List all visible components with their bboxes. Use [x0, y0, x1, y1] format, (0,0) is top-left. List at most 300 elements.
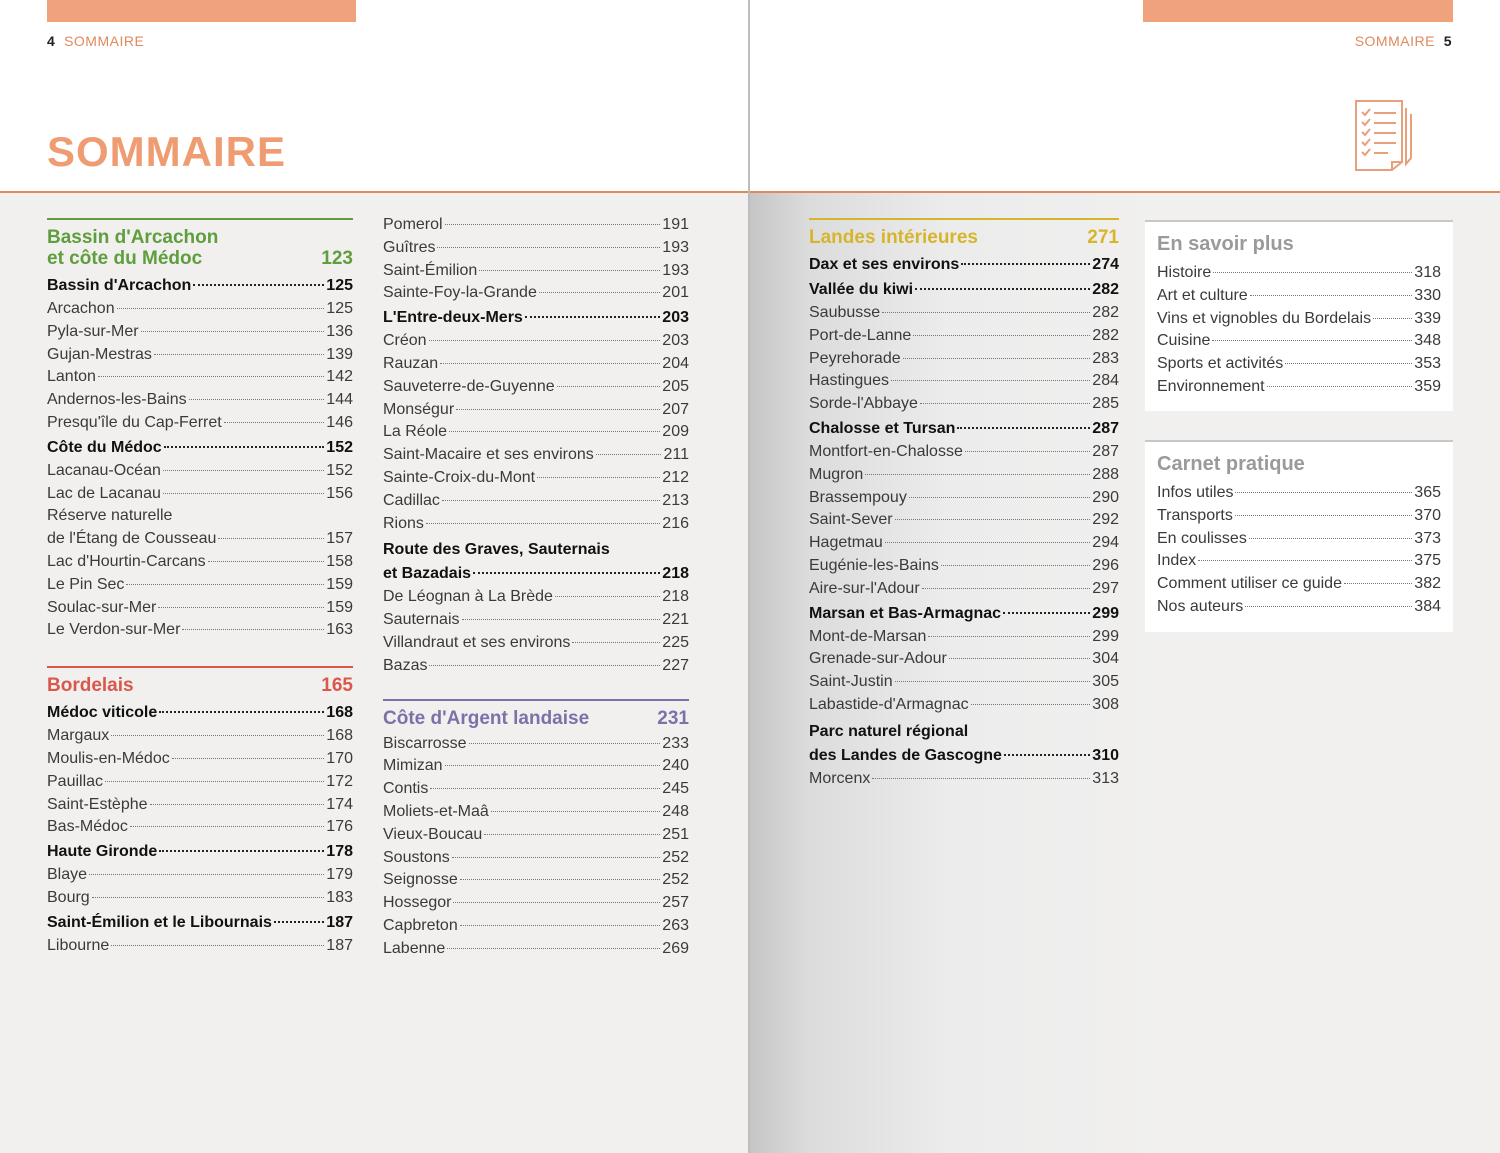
toc-entry-label: Saubusse [809, 304, 881, 321]
dot-leader [555, 596, 660, 597]
toc-entry-label: Le Verdon-sur-Mer [47, 621, 181, 639]
toc-entry[interactable] [47, 619, 353, 642]
dot-leader [126, 584, 324, 585]
checklist-document-icon [1353, 98, 1415, 172]
toc-entry-label: Sorde-l'Abbaye [809, 395, 918, 413]
toc-entry[interactable] [809, 626, 1119, 649]
toc-entry[interactable] [47, 935, 353, 958]
toc-entry[interactable] [47, 505, 353, 528]
dot-leader [449, 431, 660, 432]
toc-entry[interactable] [383, 353, 689, 376]
section-header-bordelais[interactable] [47, 666, 353, 696]
page-tab [47, 0, 356, 22]
toc-entry-page: 240 [662, 757, 689, 775]
toc-entry-page: 297 [1092, 579, 1119, 597]
dot-leader [117, 308, 325, 309]
toc-entry-page: 207 [662, 400, 689, 418]
toc-entry[interactable] [809, 325, 1119, 348]
toc-entry-page: 159 [326, 575, 353, 593]
toc-entry[interactable] [47, 771, 353, 794]
dot-leader [442, 500, 660, 501]
section-header-bassin[interactable] [47, 218, 353, 269]
dot-leader [447, 948, 660, 949]
toc-entry-label: Pauillac [47, 772, 104, 790]
toc-entry-label: Seignosse [383, 871, 458, 889]
toc-column-3 [809, 218, 1119, 791]
toc-entry-label: Gujan-Mestras [47, 345, 152, 363]
toc-entry-heading[interactable]: Route des Graves, Sauternais [383, 541, 610, 559]
toc-entry[interactable] [809, 252, 1119, 277]
running-head [1355, 33, 1452, 49]
toc-entry-label: La Réole [383, 423, 448, 441]
toc-entry-page: 252 [662, 871, 689, 889]
dot-leader [92, 897, 325, 898]
dot-leader [164, 446, 325, 448]
toc-list [47, 273, 353, 642]
toc-entry[interactable] [47, 389, 353, 412]
dot-leader [872, 778, 1090, 779]
toc-entry-page: 170 [326, 749, 353, 767]
dot-leader [208, 561, 325, 562]
toc-entry[interactable] [1157, 573, 1441, 596]
toc-entry-page: 287 [1092, 419, 1119, 437]
toc-entry-page: 375 [1414, 552, 1441, 570]
toc-entry[interactable] [383, 214, 689, 237]
toc-entry[interactable] [809, 441, 1119, 464]
toc-entry-label: Médoc viticole [47, 704, 158, 722]
dot-leader [903, 358, 1091, 359]
toc-entry[interactable] [47, 412, 353, 435]
toc-column-2 [383, 214, 689, 961]
dot-leader [440, 363, 660, 364]
toc-entry[interactable] [1157, 330, 1441, 353]
toc-entry-page: 136 [326, 322, 353, 340]
dot-leader [430, 788, 660, 789]
dot-leader [189, 399, 325, 400]
toc-entry-page: 282 [1092, 326, 1119, 344]
dot-leader [1249, 538, 1412, 539]
toc-entry[interactable] [1157, 285, 1441, 308]
toc-entry-label: Hagetmau [809, 534, 883, 552]
section-header-landes[interactable] [809, 218, 1119, 248]
dot-leader [1003, 612, 1090, 614]
toc-entry[interactable] [383, 282, 689, 305]
toc-entry-label: Rions [383, 514, 424, 532]
toc-entry-label: Presqu'île du Cap-Ferret [47, 413, 222, 431]
dot-leader [150, 804, 325, 805]
toc-entry[interactable] [383, 399, 689, 422]
toc-entry[interactable] [383, 655, 689, 678]
toc-list [1157, 482, 1441, 619]
toc-entry-label: Nos auteurs [1157, 597, 1244, 615]
dot-leader [961, 263, 1090, 265]
toc-entry-label: Mont-de-Marsan [809, 627, 927, 645]
toc-entry-label: Port-de-Lanne [809, 326, 912, 344]
running-head [47, 33, 144, 49]
dot-leader [172, 758, 325, 759]
toc-entry-page: 263 [662, 916, 689, 934]
toc-entry[interactable] [383, 490, 689, 513]
toc-entry[interactable] [383, 260, 689, 283]
dot-leader [915, 288, 1090, 290]
toc-entry[interactable] [809, 464, 1119, 487]
toc-entry-page: 227 [662, 656, 689, 674]
toc-entry[interactable] [47, 483, 353, 506]
toc-entry[interactable] [1157, 550, 1441, 573]
dot-leader [460, 925, 661, 926]
dot-leader [1344, 583, 1412, 584]
toc-entry-label: Chalosse et Tursan [809, 419, 956, 437]
toc-entry-label: Dax et ses environs [809, 256, 960, 273]
toc-entry-label: Hossegor [383, 894, 452, 912]
toc-entry[interactable] [47, 597, 353, 620]
toc-entry-label: Morcenx [809, 769, 871, 787]
page-number: 4 [47, 33, 56, 49]
dot-leader [445, 224, 661, 225]
toc-entry-page: 290 [1092, 488, 1119, 506]
toc-entry-page: 252 [662, 848, 689, 866]
toc-entry-page: 308 [1092, 695, 1119, 713]
toc-entry-label: Pyla-sur-Mer [47, 322, 139, 340]
toc-entry-page: 339 [1414, 309, 1441, 327]
toc-entry-page: 257 [662, 894, 689, 912]
dot-leader [98, 376, 324, 377]
toc-entry[interactable] [383, 869, 689, 892]
toc-entry-page: 152 [326, 438, 353, 456]
toc-entry[interactable] [47, 435, 353, 460]
toc-entry[interactable] [809, 578, 1119, 601]
toc-entry[interactable] [1157, 482, 1441, 505]
dot-leader [885, 542, 1090, 543]
toc-list [1157, 262, 1441, 399]
toc-entry-page: 142 [326, 368, 353, 386]
section-header-cote-argent[interactable] [383, 699, 689, 729]
toc-entry[interactable] [809, 370, 1119, 393]
toc-entry-page: 201 [662, 284, 689, 302]
toc-entry-page: 178 [326, 843, 353, 861]
toc-entry[interactable] [809, 694, 1119, 717]
toc-entry-page: 282 [1092, 281, 1119, 298]
dot-leader [557, 386, 661, 387]
dot-leader [473, 572, 660, 574]
toc-entry[interactable] [809, 768, 1119, 791]
toc-entry-label: Moulis-en-Médoc [47, 749, 170, 767]
toc-entry[interactable] [383, 561, 689, 586]
toc-entry-page: 125 [326, 300, 353, 317]
toc-entry[interactable] [809, 601, 1119, 626]
toc-entry[interactable] [809, 648, 1119, 671]
toc-entry[interactable] [809, 487, 1119, 510]
toc-entry[interactable] [47, 864, 353, 887]
toc-entry-page: 359 [1414, 377, 1441, 395]
toc-entry[interactable] [47, 910, 353, 935]
dot-leader [1267, 386, 1413, 387]
toc-entry-page: 168 [326, 704, 353, 722]
dot-leader [462, 619, 661, 620]
toc-entry[interactable] [383, 938, 689, 961]
toc-entry-page: 172 [326, 772, 353, 790]
toc-entry[interactable] [809, 277, 1119, 302]
toc-entry-page: 382 [1414, 575, 1441, 593]
toc-entry[interactable] [383, 847, 689, 870]
toc-entry-page: 274 [1092, 256, 1119, 273]
toc-entry[interactable] [383, 824, 689, 847]
toc-entry-label: Histoire [1157, 264, 1212, 281]
toc-entry[interactable] [383, 801, 689, 824]
toc-entry-label: Vins et vignobles du Bordelais [1157, 309, 1372, 327]
toc-entry-page: 285 [1092, 395, 1119, 413]
dot-leader [274, 921, 324, 923]
toc-entry[interactable] [383, 467, 689, 490]
running-head-text: SOMMAIRE [64, 33, 145, 49]
box-title: Carnet pratique [1157, 453, 1305, 475]
toc-entry-label: Peyrehorade [809, 349, 901, 367]
toc-entry[interactable] [47, 794, 353, 817]
toc-entry[interactable] [383, 376, 689, 399]
toc-entry-label: Eugénie-les-Bains [809, 556, 939, 574]
toc-entry-page: 179 [326, 866, 353, 884]
toc-entry[interactable] [47, 460, 353, 483]
toc-entry-label: Sauveterre-de-Guyenne [383, 377, 555, 395]
toc-entry[interactable] [47, 816, 353, 839]
toc-entry-page: 245 [662, 780, 689, 798]
toc-entry-label: Côte du Médoc [47, 438, 162, 456]
dot-leader [1213, 272, 1412, 273]
dot-leader [895, 681, 1091, 682]
dot-leader [1198, 560, 1412, 561]
dot-leader [163, 470, 324, 471]
toc-entry-page: 168 [326, 727, 353, 745]
toc-entry[interactable] [47, 725, 353, 748]
toc-list [809, 743, 1119, 791]
dot-leader [1004, 754, 1090, 756]
toc-entry[interactable] [383, 755, 689, 778]
toc-entry-label: Lac d'Hourtin-Carcans [47, 552, 206, 570]
toc-entry[interactable] [383, 513, 689, 536]
toc-entry[interactable] [47, 344, 353, 367]
toc-entry-label: Saint-Estèphe [47, 795, 148, 813]
toc-entry[interactable] [47, 748, 353, 771]
toc-entry[interactable] [1157, 353, 1441, 376]
toc-entry[interactable] [809, 509, 1119, 532]
toc-entry[interactable] [383, 421, 689, 444]
section-title-line2: et côte du Médoc [47, 248, 203, 269]
toc-entry-page: 299 [1092, 627, 1119, 645]
toc-entry-label: Soulac-sur-Mer [47, 598, 157, 616]
toc-entry-label: Villandraut et ses environs [383, 633, 571, 651]
dot-leader [971, 704, 1091, 705]
dot-leader [163, 493, 324, 494]
toc-entry-page: 330 [1414, 286, 1441, 304]
toc-entry-label: Marsan et Bas-Armagnac [809, 604, 1002, 622]
dot-leader [1245, 606, 1412, 607]
toc-entry[interactable] [809, 743, 1119, 768]
section-page: 165 [321, 675, 353, 697]
dot-leader [1235, 492, 1412, 493]
dot-leader [469, 743, 661, 744]
section-page: 271 [1087, 227, 1119, 248]
toc-entry-label: Rauzan [383, 354, 439, 372]
toc-entry[interactable] [47, 528, 353, 551]
toc-entry-page: 365 [1414, 484, 1441, 501]
toc-entry-page: 144 [326, 391, 353, 409]
dot-leader [460, 879, 661, 880]
dot-leader [426, 523, 660, 524]
toc-entry[interactable] [809, 555, 1119, 578]
section-title: Bordelais [47, 675, 134, 697]
toc-entry-label: L'Entre-deux-Mers [383, 309, 523, 327]
left-page [0, 0, 748, 1153]
dot-leader [882, 312, 1090, 313]
dot-leader [111, 735, 324, 736]
toc-entry-label: Saint-Sever [809, 511, 893, 529]
toc-entry-label: Sports et activités [1157, 355, 1284, 373]
dot-leader [479, 270, 660, 271]
toc-entry-page: 157 [326, 530, 353, 548]
toc-entry[interactable] [47, 574, 353, 597]
toc-entry[interactable] [383, 444, 689, 467]
dot-leader [141, 331, 325, 332]
toc-entry-label: Le Pin Sec [47, 575, 125, 593]
toc-entry-page: 204 [662, 354, 689, 372]
toc-entry[interactable] [809, 416, 1119, 441]
toc-entry[interactable] [383, 237, 689, 260]
info-box-carnet-pratique [1145, 440, 1453, 632]
toc-entry-label: Libourne [47, 936, 110, 954]
toc-entry-label: Contis [383, 780, 429, 798]
section-page: 123 [321, 248, 353, 269]
dot-leader [525, 316, 660, 318]
toc-entry-label: Sauternais [383, 611, 460, 629]
dot-leader [909, 497, 1090, 498]
toc-entry-page: 187 [326, 913, 353, 931]
toc-entry-page: 294 [1092, 534, 1119, 552]
toc-entry-page: 251 [662, 825, 689, 843]
toc-entry-label: Cuisine [1157, 332, 1211, 350]
toc-entry-page: 299 [1092, 604, 1119, 622]
toc-entry-page: 353 [1414, 355, 1441, 373]
toc-entry-label: Comment utiliser ce guide [1157, 575, 1342, 593]
toc-entry-page: 283 [1092, 349, 1119, 367]
toc-entry[interactable] [383, 733, 689, 756]
toc-entry-heading[interactable]: Parc naturel régional [809, 722, 969, 740]
toc-entry-label: Bazas [383, 656, 428, 674]
dot-leader [895, 519, 1091, 520]
toc-entry-page: 191 [662, 216, 689, 233]
dot-leader [965, 451, 1090, 452]
toc-entry-label: Moliets-et-Maâ [383, 802, 489, 820]
toc-entry-page: 174 [326, 795, 353, 813]
toc-entry[interactable] [47, 551, 353, 574]
dot-leader [456, 409, 660, 410]
toc-entry-label: Vallée du kiwi [809, 281, 914, 298]
toc-entry-page: 146 [326, 413, 353, 431]
dot-leader [193, 284, 324, 286]
toc-entry-page: 287 [1092, 442, 1119, 460]
toc-entry[interactable] [47, 839, 353, 864]
dot-leader [1235, 515, 1412, 516]
toc-entry-page: 156 [326, 484, 353, 502]
toc-entry[interactable] [47, 887, 353, 910]
toc-entry-label: Hastingues [809, 372, 890, 390]
toc-entry[interactable] [383, 305, 689, 330]
toc-entry-label: Infos utiles [1157, 484, 1234, 501]
toc-entry[interactable] [47, 700, 353, 725]
toc-entry[interactable] [383, 632, 689, 655]
dot-leader [111, 945, 324, 946]
toc-entry[interactable] [809, 393, 1119, 416]
toc-entry-label: Brassempouy [809, 488, 907, 506]
toc-entry[interactable] [383, 609, 689, 632]
toc-entry-label: Sainte-Croix-du-Mont [383, 468, 536, 486]
header-rule [0, 191, 748, 193]
page-tab [1143, 0, 1453, 22]
dot-leader [537, 477, 660, 478]
toc-entry-label: Mugron [809, 465, 864, 483]
toc-entry-label: et Bazadais [383, 565, 472, 583]
section-page: 231 [657, 707, 689, 729]
toc-entry[interactable] [383, 778, 689, 801]
dot-leader [154, 354, 324, 355]
toc-entry-label: De Léognan à La Brède [383, 588, 553, 606]
toc-entry[interactable] [47, 366, 353, 389]
toc-entry-label: Labenne [383, 939, 446, 957]
dot-leader [922, 588, 1091, 589]
toc-entry[interactable] [383, 915, 689, 938]
toc-entry[interactable] [1157, 505, 1441, 528]
toc-entry-page: 218 [662, 588, 689, 606]
toc-entry-label: Pomerol [383, 216, 443, 233]
toc-entry[interactable] [47, 298, 353, 321]
toc-entry[interactable] [383, 586, 689, 609]
toc-column-1 [47, 218, 353, 958]
toc-entry[interactable] [1157, 262, 1441, 285]
toc-entry[interactable] [809, 671, 1119, 694]
section-title: Côte d'Argent landaise [383, 707, 590, 729]
toc-entry[interactable] [47, 321, 353, 344]
toc-entry-label: Bourg [47, 888, 90, 906]
toc-entry-label: Saint-Justin [809, 673, 893, 691]
toc-entry[interactable] [383, 892, 689, 915]
toc-entry[interactable] [809, 532, 1119, 555]
dot-leader [920, 403, 1090, 404]
toc-entry[interactable] [47, 273, 353, 298]
toc-entry-label: Lac de Lacanau [47, 484, 161, 502]
dot-leader [891, 380, 1090, 381]
toc-entry-label: Créon [383, 332, 427, 350]
toc-entry[interactable] [809, 348, 1119, 371]
toc-entry[interactable] [1157, 528, 1441, 551]
toc-entry-page: 310 [1092, 746, 1119, 764]
dot-leader [453, 902, 660, 903]
dot-leader [224, 422, 325, 423]
toc-entry[interactable] [1157, 376, 1441, 399]
toc-entry[interactable] [1157, 596, 1441, 619]
toc-entry-page: 292 [1092, 511, 1119, 529]
toc-entry[interactable] [1157, 308, 1441, 331]
toc-entry-label: Transports [1157, 506, 1233, 524]
dot-leader [949, 658, 1090, 659]
toc-entry[interactable] [809, 302, 1119, 325]
info-box-en-savoir-plus [1145, 220, 1453, 411]
toc-entry-page: 216 [662, 514, 689, 532]
toc-entry[interactable] [383, 330, 689, 353]
toc-entry-label: Saint-Émilion [383, 261, 478, 279]
toc-list [383, 561, 689, 677]
toc-entry-label: Margaux [47, 727, 110, 745]
toc-entry-page: 269 [662, 939, 689, 957]
dot-leader [437, 247, 660, 248]
